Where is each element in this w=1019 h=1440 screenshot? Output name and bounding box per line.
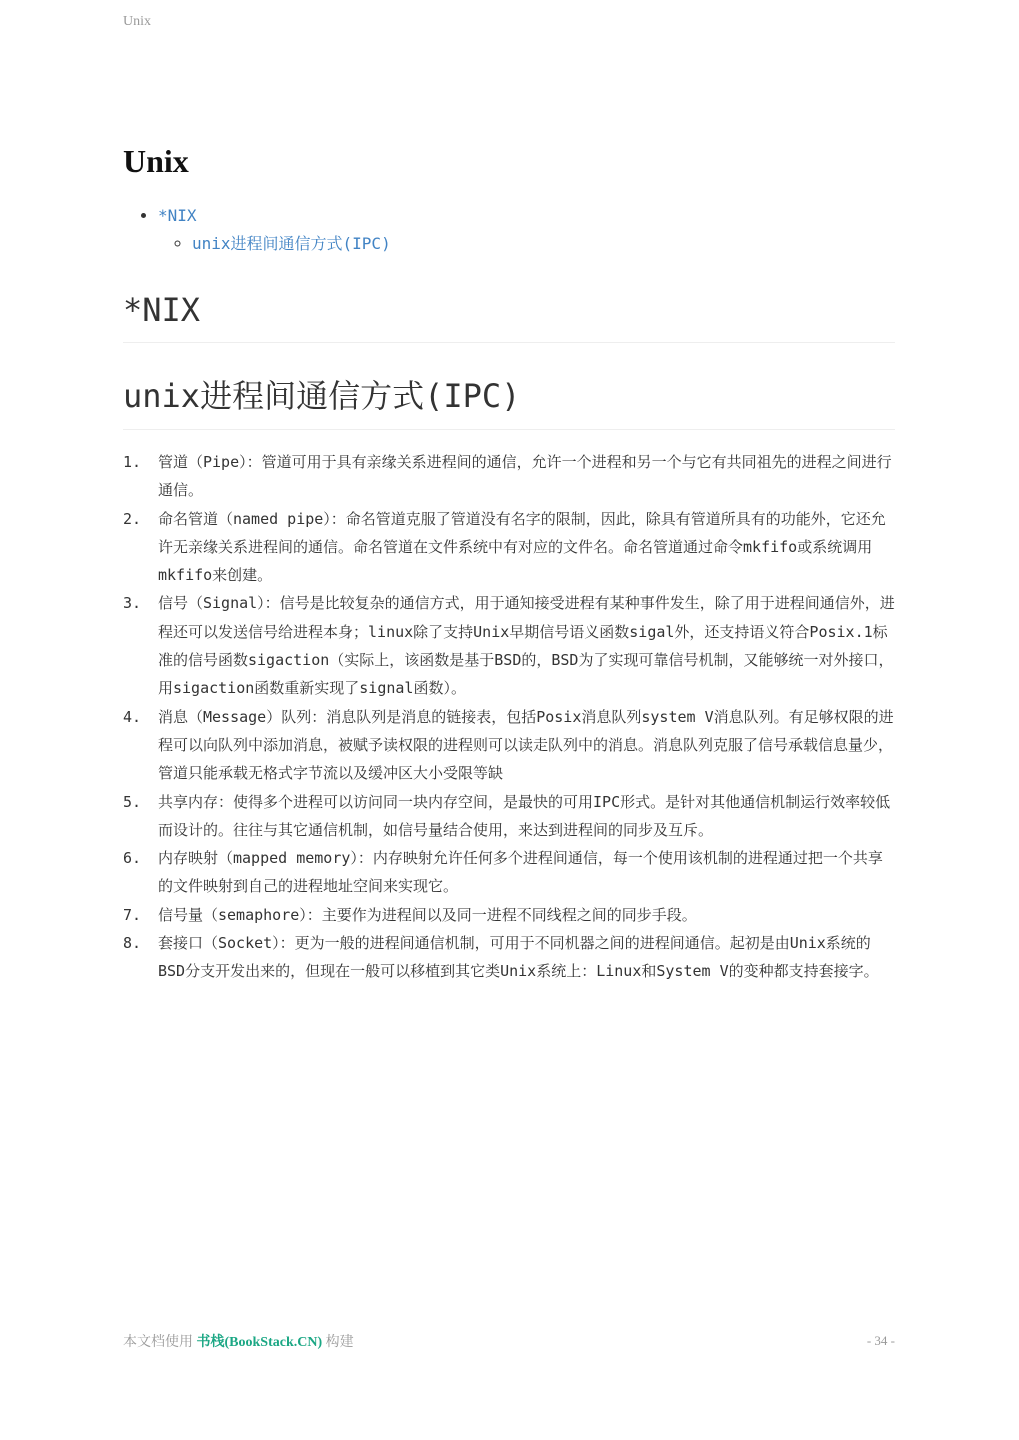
- section-heading-ipc: unix进程间通信方式(IPC): [123, 369, 895, 430]
- list-number: 7.: [123, 905, 142, 924]
- toc-link-nix[interactable]: *NIX: [158, 206, 197, 225]
- list-number: 4.: [123, 707, 142, 726]
- list-item-text: 命名管道（named pipe）：命名管道克服了管道没有名字的限制，因此，除具有管道所具有的功能外，它还允许无亲缘关系进程间的通信。命名管道在文件系统中有对应的文件名。命名管道通过命令mkfifo或系统调用mkfifo来创建。: [158, 509, 886, 585]
- list-item: [123, 929, 895, 986]
- toc-sub-item: [192, 230, 895, 258]
- list-item-text: 管道（Pipe）：管道可用于具有亲缘关系进程间的通信，允许一个进程和另一个与它有共同祖先的进程之间进行通信。: [158, 453, 892, 500]
- list-number: 6.: [123, 849, 142, 868]
- list-item: [123, 844, 895, 901]
- list-number: 1.: [123, 453, 142, 471]
- footer-brand-link[interactable]: 书栈(BookStack.CN): [196, 1335, 323, 1350]
- table-of-contents: [123, 202, 895, 258]
- section-heading-nix: *NIX: [123, 290, 895, 343]
- list-item: [123, 788, 895, 845]
- list-number: 5.: [123, 792, 142, 811]
- ipc-methods-list: [123, 448, 895, 986]
- list-item-text: 套接口（Socket）：更为一般的进程间通信机制，可用于不同机器之间的进程间通信。起初是由Unix系统的BSD分支开发出来的，但现在一般可以移植到其它类Unix系统上：Linux和System V的变种都支持套接字。: [158, 934, 879, 981]
- list-item: [123, 703, 895, 788]
- list-item-text: 消息（Message）队列：消息队列是消息的链接表，包括Posix消息队列system V消息队列。有足够权限的进程可以向队列中添加消息，被赋予读权限的进程则可以读走队列中的消息。消息队列克服了信号承载信息量少，管道只能承载无格式字节流以及缓冲区大小受限等缺: [158, 707, 894, 783]
- running-header: Unix: [123, 14, 151, 29]
- footer-prefix: 本文档使用: [123, 1335, 197, 1350]
- list-item-text: 内存映射（mapped memory）：内存映射允许任何多个进程间通信，每一个使用该机制的进程通过把一个共享的文件映射到自己的进程地址空间来实现它。: [158, 849, 883, 896]
- list-number: 8.: [123, 934, 142, 953]
- page-number: - 34 -: [866, 1333, 895, 1348]
- list-item-text: 信号量（semaphore）：主要作为进程间以及同一进程不同线程之间的同步手段。: [158, 905, 697, 924]
- list-item: [123, 589, 895, 702]
- list-item-text: 共享内存：使得多个进程可以访问同一块内存空间，是最快的可用IPC形式。是针对其他通信机制运行效率较低而设计的。往往与其它通信机制，如信号量结合使用，来达到进程间的同步及互斥。: [158, 792, 891, 839]
- list-item: [123, 505, 895, 590]
- list-item: [123, 448, 895, 505]
- document-body: [123, 140, 895, 986]
- footer-credit: [123, 1331, 354, 1351]
- list-number: 2.: [123, 509, 142, 528]
- page-title: Unix: [123, 143, 189, 179]
- toc-link-ipc[interactable]: unix进程间通信方式(IPC): [192, 234, 391, 253]
- footer-suffix: 构建: [322, 1335, 354, 1350]
- list-number: 3.: [123, 594, 142, 613]
- list-item-text: 信号（Signal）：信号是比较复杂的通信方式，用于通知接受进程有某种事件发生，除了用于进程间通信外，进程还可以发送信号给进程本身；linux除了支持Unix早期信号语义函数sigal外，还支持语义符合Posix.1标准的信号函数sigaction（实际上，该函数是基于BSD的，BSD为了实现可靠信号机制，又能够统一对外接口，用sigaction函数重新实现了signal函数）。: [158, 594, 895, 698]
- toc-item: [158, 202, 895, 258]
- list-item: [123, 901, 895, 929]
